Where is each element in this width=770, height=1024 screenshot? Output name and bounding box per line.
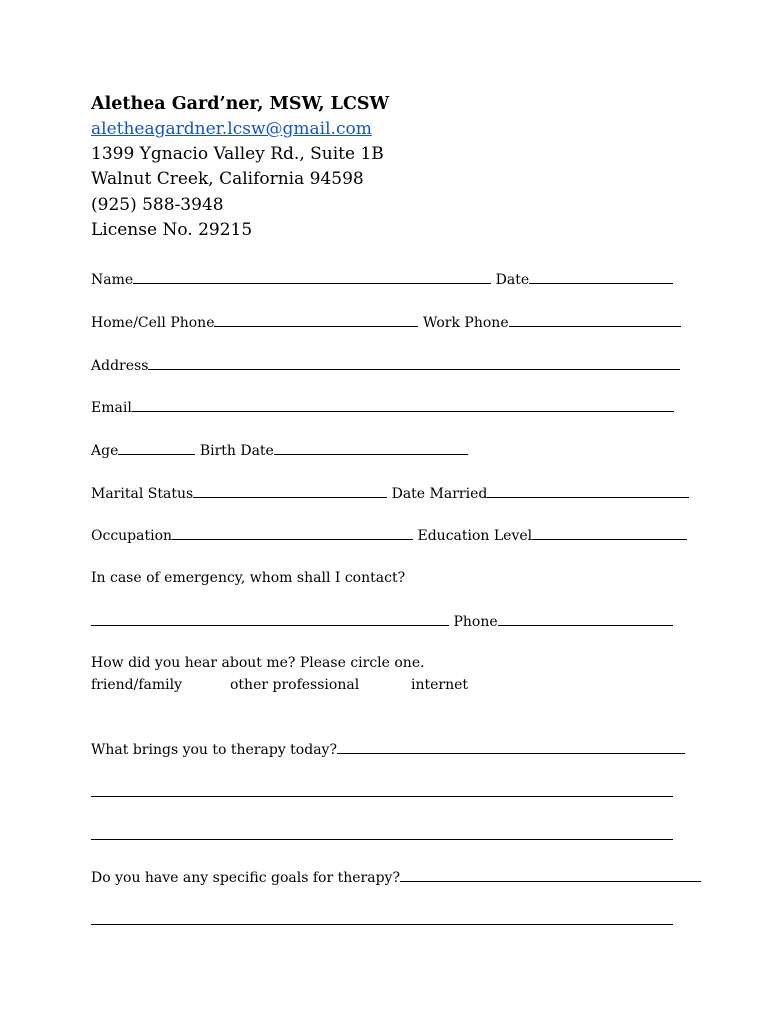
address-label: Address — [91, 358, 149, 374]
occupation-label: Occupation — [91, 528, 173, 544]
marital-status-label: Marital Status — [91, 486, 194, 502]
therapist-phone: (925) 588-3948 — [91, 194, 224, 215]
birth-date-label: Birth Date — [199, 443, 274, 459]
age-field[interactable] — [118, 441, 195, 455]
referral-options — [91, 676, 691, 694]
marital-status-field[interactable] — [193, 484, 387, 498]
email-field[interactable] — [132, 398, 674, 412]
therapy-reason-line-3[interactable] — [91, 826, 673, 840]
goals-prompt: Do you have any specific goals for therapy? — [91, 870, 400, 886]
therapy-reason-line-2-row — [91, 783, 673, 801]
name-field[interactable] — [133, 270, 491, 284]
emergency-contact-field[interactable] — [91, 612, 449, 626]
age-birthdate-row — [91, 441, 468, 459]
date-label: Date — [495, 272, 530, 288]
goals-field[interactable] — [400, 868, 701, 882]
email-label: Email — [91, 400, 132, 416]
emergency-contact-prompt: In case of emergency, whom shall I contact? — [91, 570, 406, 586]
education-level-field[interactable] — [532, 526, 687, 540]
occupation-row — [91, 526, 687, 544]
referral-option-internet[interactable]: internet — [411, 677, 469, 693]
referral-option-other-professional[interactable]: other professional — [230, 677, 360, 693]
address-line-2: Walnut Creek, California 94598 — [91, 169, 364, 190]
therapy-reason-field[interactable] — [337, 740, 685, 754]
therapy-reason-row — [91, 740, 685, 758]
therapy-reason-line-2[interactable] — [91, 783, 673, 797]
address-field[interactable] — [148, 356, 680, 370]
emergency-contact-row — [91, 612, 673, 630]
date-married-label: Date Married — [391, 486, 488, 502]
therapy-reason-prompt: What brings you to therapy today? — [91, 742, 337, 758]
home-cell-phone-label: Home/Cell Phone — [91, 315, 215, 331]
license-number: License No. 29215 — [91, 219, 253, 240]
home-cell-phone-field[interactable] — [214, 313, 418, 327]
date-married-field[interactable] — [487, 484, 689, 498]
referral-prompt: How did you hear about me? Please circle one. — [91, 655, 425, 671]
goals-row — [91, 868, 701, 886]
therapist-name: Alethea Gard’ner, MSW, LCSW — [91, 94, 390, 114]
work-phone-label: Work Phone — [422, 315, 509, 331]
name-date-row — [91, 270, 673, 288]
therapist-header — [91, 92, 389, 243]
education-level-label: Education Level — [417, 528, 533, 544]
therapist-email-link[interactable]: aletheagardner.lcsw@gmail.com — [91, 119, 372, 139]
occupation-field[interactable] — [172, 526, 413, 540]
phone-row — [91, 313, 681, 331]
marital-row — [91, 484, 689, 502]
referral-option-friend-family[interactable]: friend/family — [91, 677, 182, 693]
address-row — [91, 356, 680, 374]
work-phone-field[interactable] — [509, 313, 681, 327]
address-line-1: 1399 Ygnacio Valley Rd., Suite 1B — [91, 144, 384, 165]
emergency-phone-field[interactable] — [498, 612, 673, 626]
birth-date-field[interactable] — [274, 441, 468, 455]
name-label: Name — [91, 272, 134, 288]
therapy-reason-line-3-row — [91, 826, 673, 844]
goals-line-2-row — [91, 911, 673, 929]
date-field[interactable] — [529, 270, 673, 284]
goals-line-2[interactable] — [91, 911, 673, 925]
age-label: Age — [91, 443, 119, 459]
emergency-phone-label: Phone — [453, 614, 498, 630]
email-row — [91, 398, 674, 416]
